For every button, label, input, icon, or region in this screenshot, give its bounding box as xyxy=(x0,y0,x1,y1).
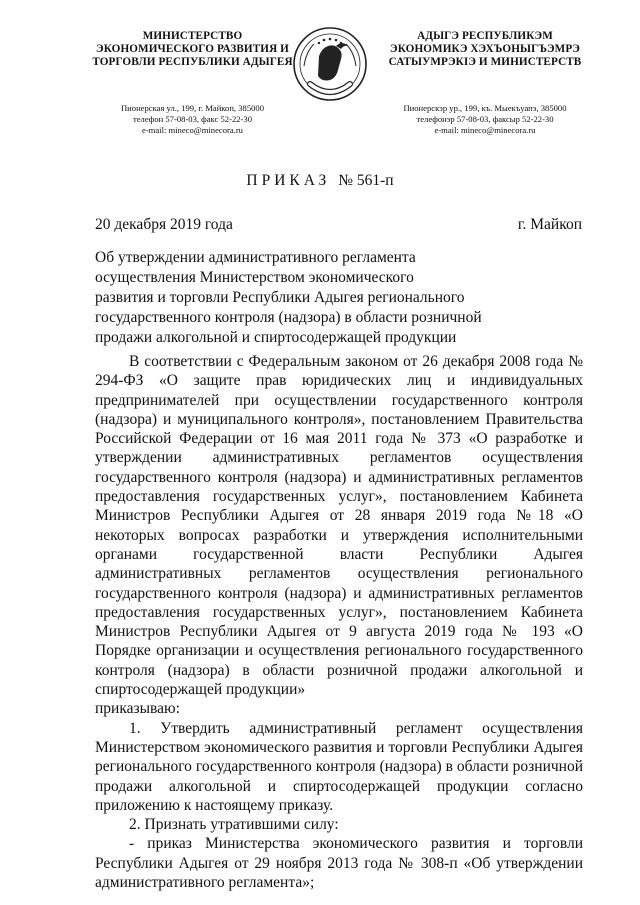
phone-line: телефон 57-08-03, факс 52-22-30 xyxy=(132,114,252,124)
order-title xyxy=(0,172,640,190)
subject-line: Об утверждении административного регламента xyxy=(95,249,416,266)
order-date: 20 декабря 2019 года xyxy=(95,216,233,233)
order-city: г. Майкоп xyxy=(517,216,582,233)
subject-line: государственного контроля (надзора) в области розничной xyxy=(95,309,482,326)
preamble-paragraph: В соответствии с Федеральным законом от 26 декабря 2008 года № 294-ФЗ «О защите прав юридических лиц и индивидуальных предпринимателей при осуществлении государственного контроля (надзора) и муниципального контроля», постановлением Правительства Российской Федерации от 16 мая 2011 года № 373 «О разработке и утверждении административных регламентов осуществления государственного контроля (надзора) и административных регламентов предоставления государственных услуг», постановлением Кабинета Министров Республики Адыгея от 28 января 2019 года №18 «О некоторых вопросах разработки и утверждения исполнительными органами государственной власти Республики Адыгея административных регламентов осуществления регионального государственного контроля (надзора) и административных регламентов предоставления государственных услуг», постановлением Кабинета Министров Республики Адыгея от 9 августа 2019 года № 193 «О Порядке организации и осуществления регионального государственного контроля (надзора) в области розничной продажи алкогольной и спиртосодержащей продукции» xyxy=(95,353,583,699)
ministry-header-adyghe xyxy=(375,30,595,136)
email-line: e-mail: mineco@minecora.ru xyxy=(434,125,536,135)
order-item-2-sub-1: - приказ Министерства экономического развития и торговли Республики Адыгея от 29 ноября 2013 года № 308-п «Об утверждении административного регламента»; xyxy=(95,835,583,892)
subject-line: осуществления Министерством экономического xyxy=(95,269,414,286)
org-line: ТОРГОВЛИ РЕСПУБЛИКИ АДЫГЕЯ xyxy=(92,56,293,68)
coat-of-arms-icon xyxy=(292,26,368,102)
order-item-1: 1. Утвердить административный регламент осуществления Министерством экономического развития и торговли Республики Адыгея регионального государственного контроля (надзора) в области розничной продажи алкогольной и спиртосодержащей продукции согласно приложению к настоящему приказу. xyxy=(95,719,583,814)
ministry-name-adyghe xyxy=(375,30,595,69)
subject-line: развития и торговли Республики Адыгея регионального xyxy=(95,289,465,306)
order-number: № 561-п xyxy=(338,172,394,189)
order-subject xyxy=(95,248,485,348)
org-line: ЭКОНОМИЧЕСКОГО РАЗВИТИЯ И xyxy=(96,43,289,55)
org-line: ЭКОНОМИКЭ ХЭХЪОНЫГЪЭМРЭ xyxy=(390,43,580,55)
order-item-2: 2. Признать утратившими силу: xyxy=(129,816,339,834)
order-word: приказываю: xyxy=(95,700,180,718)
email-line: e-mail: mineco@minecora.ru xyxy=(142,125,243,135)
phone-line: телефонэр 57-08-03, факсыр 52-22-30 xyxy=(416,114,554,124)
order-body xyxy=(95,352,583,892)
subject-line: продажи алкогольной и спиртосодержащей продукции xyxy=(95,329,457,346)
address-line: Пионерская ул., 199, г. Майкоп, 385000 xyxy=(120,103,265,113)
org-line: АДЫГЭ РЕСПУБЛИКЭМ xyxy=(417,30,553,42)
org-line: САТЫУМРЭКIЭ И МИНИСТЕРСТВ xyxy=(388,56,582,68)
ministry-name-russian xyxy=(75,30,310,69)
ministry-header-russian xyxy=(75,30,310,136)
address-line: Пионерскэр ур., 199, къ. Мыекъуапэ, 385000 xyxy=(403,103,567,113)
ministry-address-adyghe xyxy=(375,103,595,136)
org-line: МИНИСТЕРСТВО xyxy=(142,30,243,42)
order-title-word: ПРИКАЗ xyxy=(246,172,331,189)
ministry-address-russian xyxy=(75,103,310,136)
